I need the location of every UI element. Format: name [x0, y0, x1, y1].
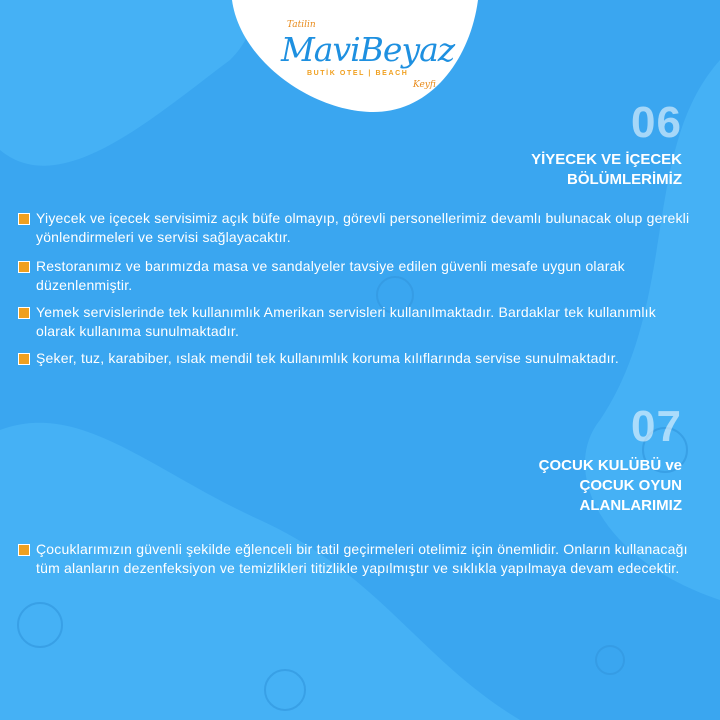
brand-logo [275, 18, 455, 100]
bullet-square-icon [18, 261, 30, 273]
list-item [18, 540, 698, 578]
bullet-square-icon [18, 213, 30, 225]
bullet-square-icon [18, 544, 30, 556]
list-item-text: Yemek servislerinde tek kullanımlık Amerikan servisleri kullanılmaktadır. Bardaklar tek kullanımlık olarak kullanıma sunulmaktadır. [36, 304, 656, 339]
list-item [18, 257, 698, 295]
section-title-line: ÇOCUK OYUN [579, 477, 682, 494]
list-item-text: Çocuklarımızın güvenli şekilde eğlenceli bir tatil geçirmeleri otelimiz için önemlidir. Onların kullanacağı tüm alanların dezenfeksiyon ve temizlikleri titizlikle yapılmıştır ve sıklıkla yapılmaya devam edecektir. [36, 541, 688, 576]
section-title-line: ALANLARIMIZ [579, 497, 682, 514]
list-item-text: Şeker, tuz, karabiber, ıslak mendil tek kullanımlık koruma kılıflarında servise sunulmaktadır. [36, 350, 619, 366]
section-number: 06 [631, 98, 682, 147]
section-number: 07 [631, 402, 682, 451]
bullet-square-icon [18, 353, 30, 365]
logo-suffix: Keyfi [413, 80, 436, 90]
logo-tagline: BUTİK OTEL | BEACH [307, 70, 409, 77]
list-item [18, 349, 698, 368]
section-title [531, 150, 682, 190]
section-title [539, 456, 682, 516]
list-item [18, 303, 698, 341]
list-item-text: Restoranımız ve barımızda masa ve sandalyeler tavsiye edilen güvenli mesafe uygun olarak düzenlenmiştir. [36, 258, 625, 293]
bullet-square-icon [18, 307, 30, 319]
list-item [18, 209, 698, 247]
list-item-text: Yiyecek ve içecek servisimiz açık büfe olmayıp, görevli personellerimiz devamlı bulunacak olup gerekli yönlendirmeleri ve servisi sağlayacaktır. [36, 210, 690, 245]
section-title-line: ÇOCUK KULÜBÜ ve [538, 457, 682, 474]
logo-top-word: Tatilin [287, 20, 316, 30]
section-title-line: BÖLÜMLERİMİZ [567, 171, 682, 188]
logo-brand-name: MaviBeyaz [281, 30, 455, 69]
section-title-line: YİYECEK VE İÇECEK [531, 151, 682, 168]
